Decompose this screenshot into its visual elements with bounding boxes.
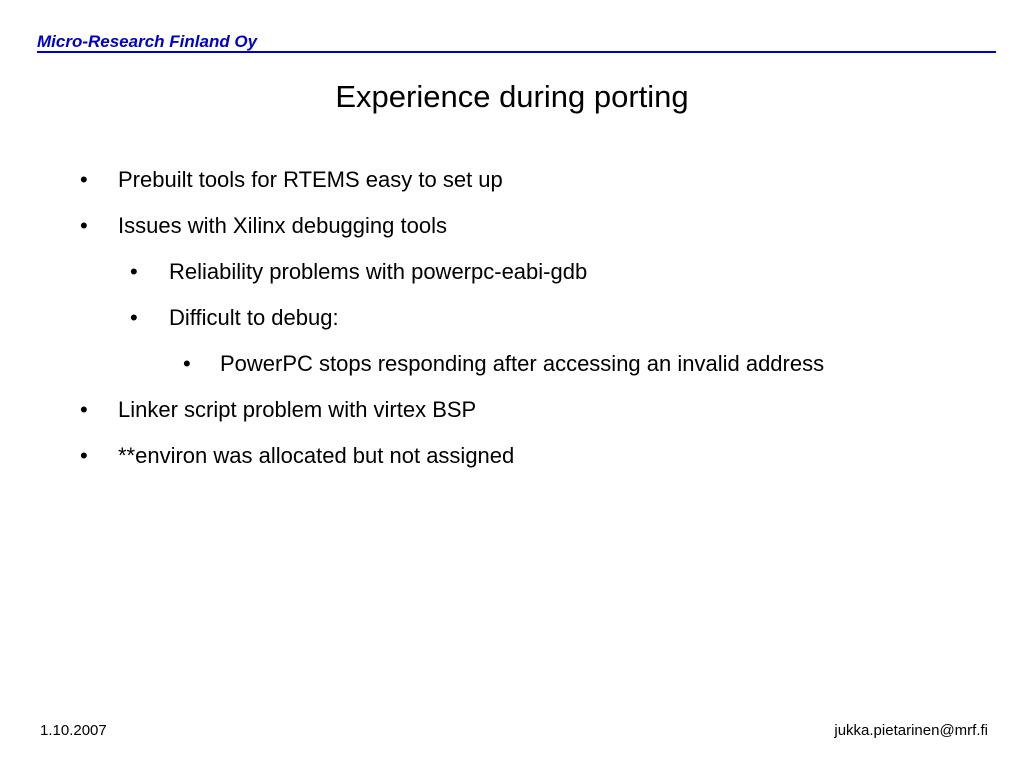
- bullet-icon: •: [80, 397, 88, 422]
- bullet-icon: •: [130, 305, 138, 330]
- bullet-text: Difficult to debug:: [169, 305, 339, 330]
- bullet-icon: •: [183, 351, 191, 376]
- footer-email: jukka.pietarinen@mrf.fi: [834, 722, 988, 739]
- bullet-text: Prebuilt tools for RTEMS easy to set up: [118, 167, 503, 192]
- bullet-text: Reliability problems with powerpc-eabi-gdb: [169, 259, 588, 284]
- slide-title: Experience during porting: [335, 79, 689, 114]
- bullet-icon: •: [80, 443, 88, 468]
- bullet-icon: •: [80, 167, 88, 192]
- footer-date: 1.10.2007: [40, 722, 107, 739]
- bullet-text: Linker script problem with virtex BSP: [118, 397, 477, 422]
- company-name: Micro-Research Finland Oy: [37, 32, 258, 51]
- bullet-text: PowerPC stops responding after accessing an invalid address: [220, 351, 825, 376]
- bullet-icon: •: [80, 213, 88, 238]
- bullet-text: Issues with Xilinx debugging tools: [118, 213, 447, 238]
- bullet-text: **environ was allocated but not assigned: [118, 443, 515, 468]
- bullet-icon: •: [130, 259, 138, 284]
